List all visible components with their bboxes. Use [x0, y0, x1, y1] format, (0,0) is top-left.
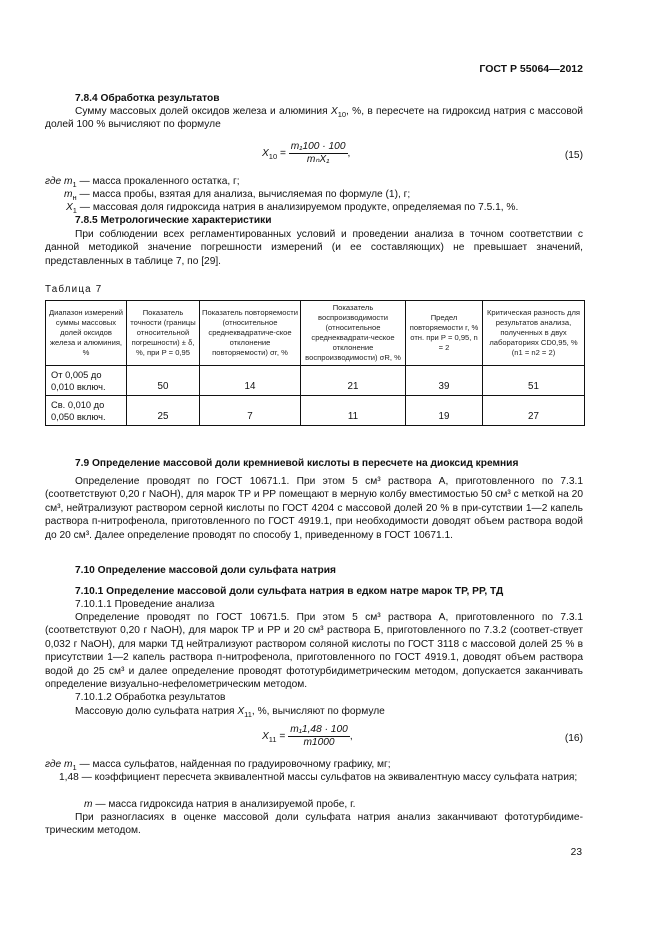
- column-header: Предел повторяемости r, % отн. при P = 0,95, n = 2: [406, 301, 483, 366]
- table-cell: 11: [301, 396, 406, 426]
- table-header-row: [46, 301, 585, 366]
- legend-item: где $m_1$ — масса прокаленного остатка, г;: [45, 176, 240, 190]
- table-cell: 21: [301, 366, 406, 396]
- formula-15: $X_{10}$ = $\frac{\text{m₁100 · 100}}{\text{mₙX₁}}$ ,: [262, 141, 351, 165]
- table-cell: 19: [406, 396, 483, 426]
- column-header: Диапазон измерений суммы массовых долей оксидов железа и алюминия, %: [46, 301, 127, 366]
- formula-15-denominator: mₙX₁: [306, 154, 330, 165]
- table-cell: 39: [406, 366, 483, 396]
- section-7-10-1-2-heading: 7.10.1.2 Обработка результатов: [75, 692, 226, 703]
- formula-15-number: (15): [564, 150, 583, 161]
- section-7-8-5-heading: 7.8.5 Метрологические характеристики: [75, 215, 272, 226]
- section-7-8-4-intro: Сумму массовых долей оксидов железа и алюминия $X_{10}$, %, в пересчете на гидроксид натрия с массовой долей 100 % вычисляют по формуле: [45, 106, 583, 131]
- section-7-10-1-2-intro: Массовую долю сульфата натрия $X_{11}$, %, вычисляют по формуле: [75, 706, 385, 720]
- legend-item: m — масса гидроксида натрия в анализируемой пробе, г.: [84, 799, 356, 810]
- formula-16-number: (16): [564, 733, 583, 744]
- table-cell: 27: [483, 396, 585, 426]
- section-7-9-heading: 7.9 Определение массовой доли кремниевой кислоты в пересчете на диоксид кремния: [75, 458, 519, 469]
- section-7-8-4-heading: 7.8.4 Обработка результатов: [75, 93, 220, 104]
- legend-item: $X_1$ — массовая доля гидроксида натрия в анализируемом продукте, определяемая по 7.5.1, %.: [66, 202, 519, 216]
- table-cell: 51: [483, 366, 585, 396]
- formula-16: $X_{11}$ = $\frac{\text{m₁1,48 · 100}}{m1000}$ ,: [262, 724, 353, 748]
- section-7-10-heading: 7.10 Определение массовой доли сульфата натрия: [75, 565, 336, 576]
- column-header: Критическая разность для результатов анализа, полученных в двух лабораториях CD0,95, % (n1 = n2 = 2): [483, 301, 585, 366]
- legend-item: где $m_1$ — масса сульфатов, найденная по градуировочному графику, мг;: [45, 759, 391, 773]
- metrology-table: [45, 300, 585, 426]
- table-row: [46, 366, 585, 396]
- table-row: [46, 396, 585, 426]
- table-cell: 14: [200, 366, 301, 396]
- section-7-8-5-text: При соблюдении всех регламентированных условий и проведении анализа в точном соответствии с данной методикой значение погрешности измерений (и ее составляющих) не превышает значений, представленных в таблице 7, по [29].: [45, 229, 583, 267]
- legend-item: $m_н$ — масса пробы, взятая для анализа, вычисляемая по формуле (1), г;: [64, 189, 411, 203]
- table-cell: 7: [200, 396, 301, 426]
- page-number: 23: [570, 847, 582, 858]
- section-7-9-text: Определение проводят по ГОСТ 10671.1. При этом 5 см³ раствора А, приготовленного по 7.3.1 (соответствуют 0,20 г NaOH), для марок ТР и РР помещают в мерную колбу вместимостью 50 см³ с меткой на 20 см³, нейтрализуют раствором серной кислоты по ГОСТ 4204 с массовой долей 20 % в при-сутствии 1—2 капель раствора п-нитрофенола, приготовленного по ГОСТ 4919.1, при необходимости доводят объем раствора водой до 20 см³. Далее определение проводят по способу 1, приведенному в ГОСТ 10671.1.: [45, 476, 583, 541]
- formula-15-numerator: m₁100 · 100: [290, 141, 346, 152]
- formula-16-numerator: m₁1,48 · 100: [290, 724, 348, 735]
- section-7-10-1-1-text: Определение проводят по ГОСТ 10671.5. При этом 5 см³ раствора А, приготовленного по 7.3.1 (соответствуют 0,20 г NaOH), для марок ТР и РР и 20 см³ раствора Б, приготовленного по 7.3.2 (соответ-ствует 0,032 г NaOH), для марки ТД нейтрализуют раствором соляной кислоты по ГОСТ 3118 с массовой долей 25 % в присутствии 1—2 капель раствора п-нитрофенола, приготовленного по ГОСТ 4919.1, доводят объем раствора водой до 25 см³ и далее определение проводят фототурбидиметрическим методом, допускается заканчивать определение визуально-нефелометрическим методом.: [45, 612, 583, 691]
- table-cell: 50: [127, 366, 200, 396]
- column-header: Показатель точности (границы относительной погрешности) ± δ, %, при P = 0,95: [127, 301, 200, 366]
- legend-item: 1,48 — коэффициент пересчета эквивалентной массы сульфатов на эквивалентную массу сульфата натрия;: [59, 772, 578, 783]
- table-cell: Св. 0,010 до 0,050 включ.: [46, 396, 127, 426]
- section-7-10-1-heading: 7.10.1 Определение массовой доли сульфата натрия в едком натре марок ТР, РР, ТД: [75, 586, 504, 597]
- section-7-10-1-1-heading: 7.10.1.1 Проведение анализа: [75, 599, 215, 610]
- column-header: Показатель повторяемости (относительное среднеквадратиче-ское отклонение повторяемости) σr, %: [200, 301, 301, 366]
- column-header: Показатель воспроизводимости (относительное среднеквадрати-ческое отклонение воспроизводимости) σR, %: [301, 301, 406, 366]
- table-cell: От 0,005 до 0,010 включ.: [46, 366, 127, 396]
- table-caption: Таблица 7: [45, 284, 103, 295]
- table-cell: 25: [127, 396, 200, 426]
- closing-text: При разногласиях в оценке массовой доли сульфата натрия анализ заканчивают фототурбидиме-трическим методом.: [45, 812, 583, 837]
- formula-16-denominator: m1000: [303, 737, 335, 748]
- document-standard-number: ГОСТ Р 55064—2012: [479, 63, 583, 75]
